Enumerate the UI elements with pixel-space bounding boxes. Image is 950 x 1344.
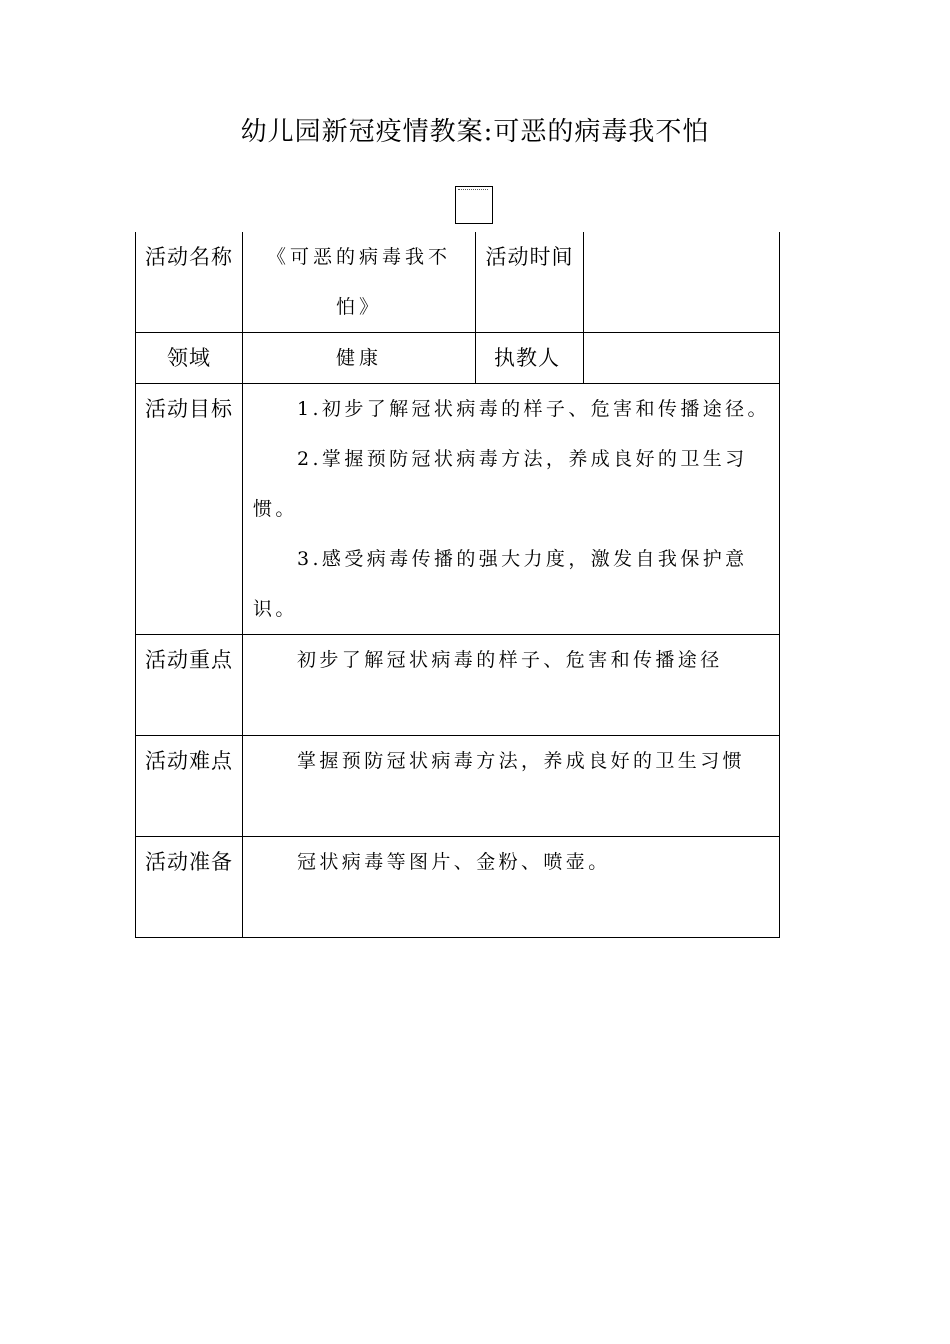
- cell-activity-name-label: [136, 232, 243, 333]
- goal-item: 2.掌握预防冠状病毒方法，养成良好的卫生习惯。: [253, 448, 748, 520]
- thumbnail-placeholder-lines: [458, 189, 488, 193]
- cell-key-points-value: [243, 635, 780, 736]
- cell-domain-label: [136, 333, 243, 384]
- difficulties-value: 掌握预防冠状病毒方法，养成良好的卫生习惯: [297, 750, 746, 772]
- activity-time-label: 活动时间: [485, 245, 574, 269]
- cell-teacher-value[interactable]: [584, 333, 780, 384]
- page-title: 幼儿园新冠疫情教案:可恶的病毒我不怕: [240, 117, 710, 147]
- teacher-label: 执教人: [494, 346, 560, 370]
- goal-item: 3.感受病毒传播的强大力度，激发自我保护意识。: [253, 548, 748, 620]
- preparation-value: 冠状病毒等图片、金粉、喷壶。: [297, 851, 611, 873]
- cell-activity-time-label: [476, 232, 584, 333]
- cell-preparation-label: [136, 837, 243, 938]
- preparation-label: 活动准备: [145, 850, 233, 874]
- domain-label: 领域: [167, 346, 211, 370]
- key-points-value: 初步了解冠状病毒的样子、危害和传播途径: [297, 649, 723, 671]
- row-difficulties: [136, 736, 780, 837]
- activity-name-value: 《可恶的病毒我不怕》: [266, 246, 451, 318]
- goals-label: 活动目标: [145, 397, 233, 421]
- row-domain: [136, 333, 780, 384]
- embedded-image-thumbnail: [455, 186, 493, 224]
- row-key-points: [136, 635, 780, 736]
- cell-goals-label: [136, 384, 243, 635]
- lesson-plan-table: [135, 232, 780, 938]
- cell-domain-value: [243, 333, 476, 384]
- cell-goals-value: [243, 384, 780, 635]
- cell-activity-time-value[interactable]: [584, 232, 780, 333]
- cell-key-points-label: [136, 635, 243, 736]
- cell-teacher-label: [476, 333, 584, 384]
- cell-activity-name-value: [243, 232, 476, 333]
- difficulties-label: 活动难点: [145, 749, 233, 773]
- row-activity-name: [136, 232, 780, 333]
- key-points-label: 活动重点: [145, 648, 233, 672]
- domain-value: 健康: [335, 347, 382, 369]
- cell-difficulties-label: [136, 736, 243, 837]
- goal-item: 1.初步了解冠状病毒的样子、危害和传播途径。: [297, 398, 770, 420]
- cell-difficulties-value: [243, 736, 780, 837]
- cell-preparation-value: [243, 837, 780, 938]
- activity-name-label: 活动名称: [145, 245, 233, 269]
- row-goals: [136, 384, 780, 635]
- row-preparation: [136, 837, 780, 938]
